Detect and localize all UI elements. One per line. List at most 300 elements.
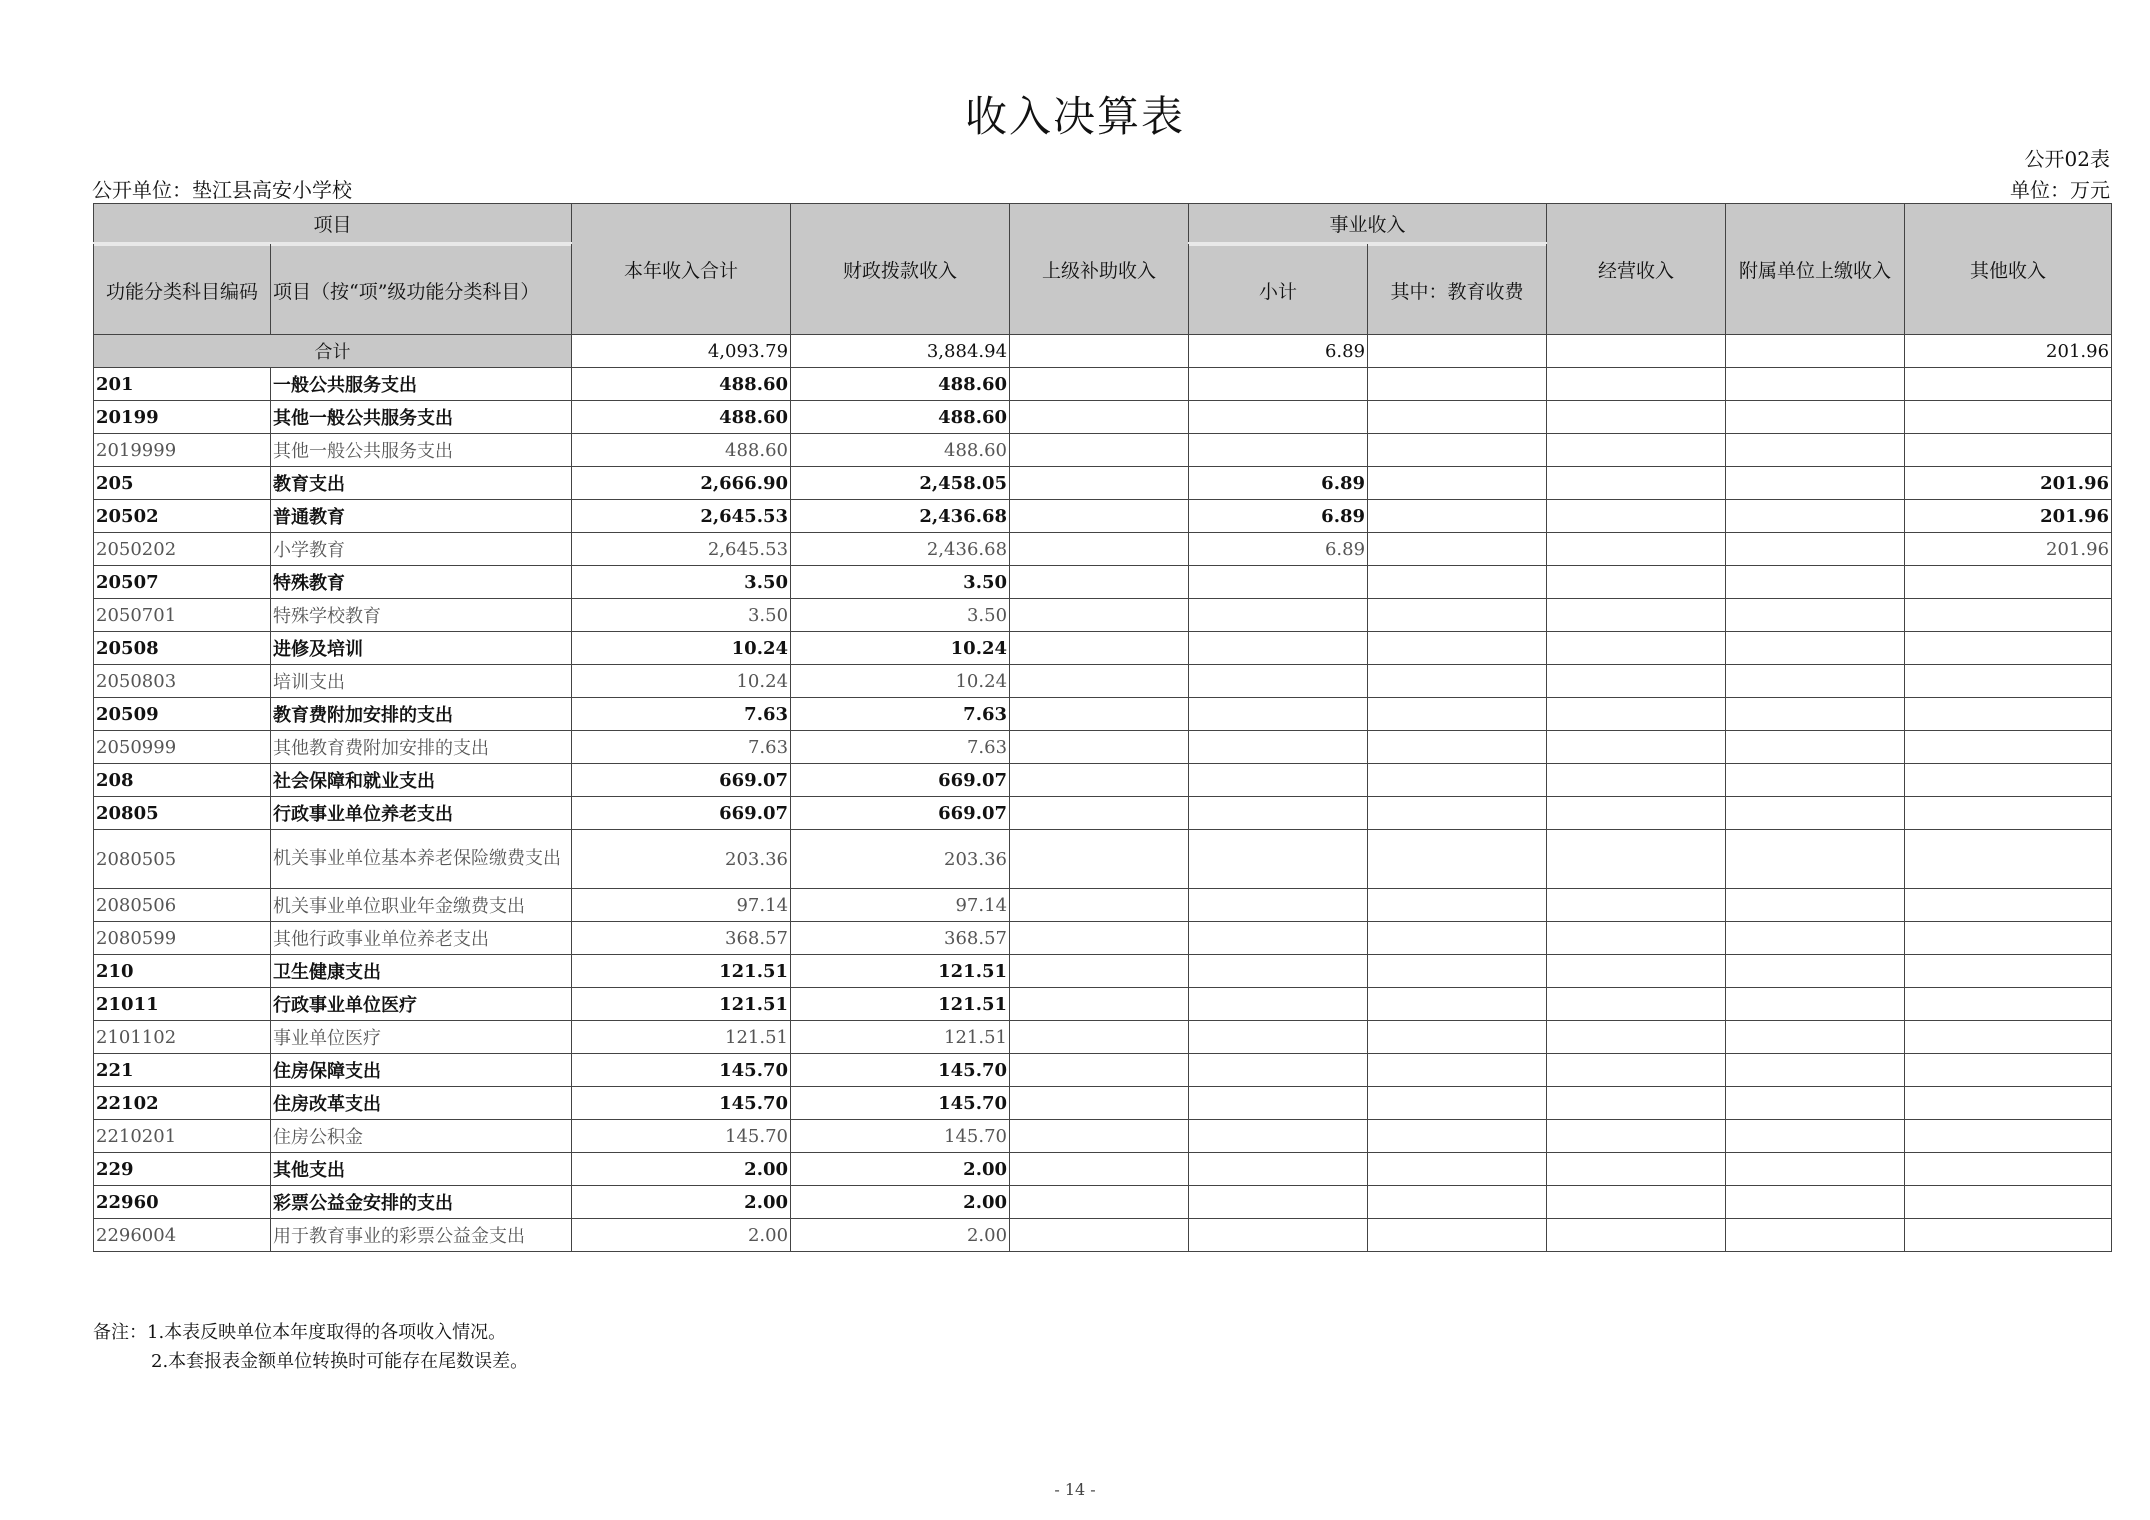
- cell-subtotal: [1189, 632, 1368, 665]
- table-row: [94, 665, 2112, 698]
- cell-other: 201.96: [1905, 500, 2112, 533]
- cell-edu-fee: [1368, 1153, 1547, 1186]
- cell-affiliated: [1726, 1153, 1905, 1186]
- cell-operating: [1547, 1021, 1726, 1054]
- cell-name: 特殊学校教育: [271, 599, 572, 632]
- cell-total: 7.63: [572, 698, 791, 731]
- cell-code: 20199: [94, 401, 271, 434]
- cell-name: 进修及培训: [271, 632, 572, 665]
- cell-operating: [1547, 599, 1726, 632]
- cell-total: 10.24: [572, 665, 791, 698]
- cell-superior: [1010, 830, 1189, 889]
- cell-operating: [1547, 797, 1726, 830]
- cell-affiliated: [1726, 566, 1905, 599]
- cell-affiliated: [1726, 632, 1905, 665]
- cell-affiliated: [1726, 500, 1905, 533]
- header-edu-fee: 其中：教育收费: [1368, 244, 1547, 335]
- cell-superior: [1010, 797, 1189, 830]
- cell-name: 行政事业单位医疗: [271, 988, 572, 1021]
- table-row: [94, 500, 2112, 533]
- cell-superior: [1010, 401, 1189, 434]
- cell-other: [1905, 566, 2112, 599]
- cell-edu-fee: [1368, 922, 1547, 955]
- cell-subtotal: [1189, 955, 1368, 988]
- cell-fiscal: 2,436.68: [791, 533, 1010, 566]
- cell-name: 卫生健康支出: [271, 955, 572, 988]
- cell-code: 201: [94, 368, 271, 401]
- cell-subtotal: [1189, 401, 1368, 434]
- cell-superior: [1010, 988, 1189, 1021]
- cell-subtotal: [1189, 1087, 1368, 1120]
- cell-fiscal: 488.60: [791, 434, 1010, 467]
- cell-fiscal: 488.60: [791, 401, 1010, 434]
- cell-operating: [1547, 698, 1726, 731]
- table-row: [94, 889, 2112, 922]
- cell-name: 其他支出: [271, 1153, 572, 1186]
- cell-fiscal: 145.70: [791, 1054, 1010, 1087]
- cell-operating: [1547, 401, 1726, 434]
- cell-subtotal: [1189, 922, 1368, 955]
- cell-subtotal: [1189, 1021, 1368, 1054]
- cell-affiliated: [1726, 1219, 1905, 1252]
- cell-code: 208: [94, 764, 271, 797]
- cell-affiliated: [1726, 698, 1905, 731]
- cell-edu-fee: [1368, 955, 1547, 988]
- cell-code: 22960: [94, 1186, 271, 1219]
- cell-total: 203.36: [572, 830, 791, 889]
- cell-subtotal: [1189, 1219, 1368, 1252]
- cell-total: 145.70: [572, 1120, 791, 1153]
- cell-operating: [1547, 434, 1726, 467]
- cell-operating: [1547, 889, 1726, 922]
- cell-superior: [1010, 500, 1189, 533]
- cell-name: 普通教育: [271, 500, 572, 533]
- cell-total: 97.14: [572, 889, 791, 922]
- cell-other: [1905, 889, 2112, 922]
- cell-affiliated: [1726, 368, 1905, 401]
- cell-fiscal: 488.60: [791, 368, 1010, 401]
- cell-other: [1905, 764, 2112, 797]
- cell-edu-fee: [1368, 500, 1547, 533]
- cell-code: 20805: [94, 797, 271, 830]
- cell-edu-fee: [1368, 1021, 1547, 1054]
- cell-other: [1905, 599, 2112, 632]
- cell-subtotal: 6.89: [1189, 533, 1368, 566]
- cell-code: 210: [94, 955, 271, 988]
- cell-operating: [1547, 632, 1726, 665]
- cell-other: [1905, 632, 2112, 665]
- cell-other: [1905, 1186, 2112, 1219]
- total-superior-cell: [1010, 335, 1189, 368]
- form-number: 公开02表: [2024, 147, 2110, 171]
- cell-total: 669.07: [572, 797, 791, 830]
- cell-superior: [1010, 566, 1189, 599]
- cell-fiscal: 3.50: [791, 566, 1010, 599]
- table-row: [94, 632, 2112, 665]
- cell-fiscal: 3.50: [791, 599, 1010, 632]
- reporting-unit: 公开单位：垫江县高安小学校: [92, 178, 352, 202]
- cell-code: 2080506: [94, 889, 271, 922]
- cell-other: [1905, 922, 2112, 955]
- cell-total: 121.51: [572, 988, 791, 1021]
- total-row: [94, 335, 2112, 368]
- header-operating: 经营收入: [1547, 204, 1726, 335]
- cell-total: 2.00: [572, 1186, 791, 1219]
- cell-code: 221: [94, 1054, 271, 1087]
- cell-edu-fee: [1368, 731, 1547, 764]
- cell-edu-fee: [1368, 988, 1547, 1021]
- cell-name: 机关事业单位基本养老保险缴费支出: [271, 830, 572, 889]
- cell-code: 2101102: [94, 1021, 271, 1054]
- cell-total: 3.50: [572, 599, 791, 632]
- cell-other: [1905, 988, 2112, 1021]
- cell-fiscal: 2.00: [791, 1219, 1010, 1252]
- table-row: [94, 401, 2112, 434]
- cell-operating: [1547, 467, 1726, 500]
- table-row: [94, 467, 2112, 500]
- cell-other: [1905, 1021, 2112, 1054]
- table-row: [94, 434, 2112, 467]
- table-row: [94, 731, 2112, 764]
- cell-fiscal: 2,436.68: [791, 500, 1010, 533]
- cell-edu-fee: [1368, 533, 1547, 566]
- cell-affiliated: [1726, 1120, 1905, 1153]
- cell-name: 教育费附加安排的支出: [271, 698, 572, 731]
- cell-name: 一般公共服务支出: [271, 368, 572, 401]
- cell-subtotal: 6.89: [1189, 500, 1368, 533]
- cell-affiliated: [1726, 764, 1905, 797]
- cell-superior: [1010, 1021, 1189, 1054]
- cell-name: 住房公积金: [271, 1120, 572, 1153]
- cell-other: [1905, 830, 2112, 889]
- cell-edu-fee: [1368, 1186, 1547, 1219]
- cell-other: [1905, 434, 2112, 467]
- cell-edu-fee: [1368, 665, 1547, 698]
- cell-total: 3.50: [572, 566, 791, 599]
- cell-superior: [1010, 1054, 1189, 1087]
- header-other: 其他收入: [1905, 204, 2112, 335]
- cell-subtotal: [1189, 988, 1368, 1021]
- cell-subtotal: [1189, 764, 1368, 797]
- cell-name: 其他一般公共服务支出: [271, 434, 572, 467]
- table-row: [94, 1054, 2112, 1087]
- cell-name: 社会保障和就业支出: [271, 764, 572, 797]
- cell-superior: [1010, 889, 1189, 922]
- cell-edu-fee: [1368, 401, 1547, 434]
- cell-superior: [1010, 632, 1189, 665]
- cell-other: [1905, 797, 2112, 830]
- income-table: [93, 203, 2112, 1252]
- cell-superior: [1010, 731, 1189, 764]
- cell-edu-fee: [1368, 467, 1547, 500]
- cell-fiscal: 7.63: [791, 731, 1010, 764]
- table-row: [94, 533, 2112, 566]
- cell-name: 其他教育费附加安排的支出: [271, 731, 572, 764]
- cell-superior: [1010, 665, 1189, 698]
- notes: [93, 1318, 528, 1376]
- cell-edu-fee: [1368, 566, 1547, 599]
- cell-superior: [1010, 1219, 1189, 1252]
- cell-other: [1905, 665, 2112, 698]
- cell-superior: [1010, 1087, 1189, 1120]
- cell-code: 2080599: [94, 922, 271, 955]
- cell-code: 2080505: [94, 830, 271, 889]
- cell-superior: [1010, 1120, 1189, 1153]
- cell-total: 2,666.90: [572, 467, 791, 500]
- cell-affiliated: [1726, 401, 1905, 434]
- cell-code: 2019999: [94, 434, 271, 467]
- cell-edu-fee: [1368, 434, 1547, 467]
- cell-subtotal: [1189, 665, 1368, 698]
- header-fiscal: 财政拨款收入: [791, 204, 1010, 335]
- cell-subtotal: [1189, 889, 1368, 922]
- cell-operating: [1547, 764, 1726, 797]
- cell-total: 121.51: [572, 1021, 791, 1054]
- cell-operating: [1547, 368, 1726, 401]
- cell-name: 特殊教育: [271, 566, 572, 599]
- note-2: 2.本套报表金额单位转换时可能存在尾数误差。: [151, 1351, 529, 1372]
- cell-other: [1905, 368, 2112, 401]
- cell-total: 368.57: [572, 922, 791, 955]
- cell-operating: [1547, 566, 1726, 599]
- cell-fiscal: 203.36: [791, 830, 1010, 889]
- cell-subtotal: [1189, 434, 1368, 467]
- cell-total: 2.00: [572, 1153, 791, 1186]
- cell-code: 20507: [94, 566, 271, 599]
- cell-subtotal: [1189, 1054, 1368, 1087]
- cell-subtotal: [1189, 797, 1368, 830]
- cell-other: [1905, 1087, 2112, 1120]
- cell-fiscal: 10.24: [791, 632, 1010, 665]
- cell-operating: [1547, 988, 1726, 1021]
- cell-superior: [1010, 698, 1189, 731]
- cell-code: 20508: [94, 632, 271, 665]
- cell-edu-fee: [1368, 1219, 1547, 1252]
- cell-superior: [1010, 434, 1189, 467]
- cell-edu-fee: [1368, 1120, 1547, 1153]
- cell-code: 2050999: [94, 731, 271, 764]
- cell-affiliated: [1726, 1087, 1905, 1120]
- table-row: [94, 698, 2112, 731]
- cell-code: 2296004: [94, 1219, 271, 1252]
- cell-affiliated: [1726, 533, 1905, 566]
- cell-total: 10.24: [572, 632, 791, 665]
- cell-name: 教育支出: [271, 467, 572, 500]
- cell-subtotal: 6.89: [1189, 467, 1368, 500]
- cell-operating: [1547, 955, 1726, 988]
- cell-name: 住房改革支出: [271, 1087, 572, 1120]
- cell-name: 住房保障支出: [271, 1054, 572, 1087]
- cell-fiscal: 145.70: [791, 1120, 1010, 1153]
- table-row: [94, 566, 2112, 599]
- cell-operating: [1547, 922, 1726, 955]
- cell-edu-fee: [1368, 368, 1547, 401]
- cell-total: 488.60: [572, 434, 791, 467]
- cell-operating: [1547, 500, 1726, 533]
- cell-edu-fee: [1368, 830, 1547, 889]
- cell-other: [1905, 698, 2112, 731]
- table-row: [94, 955, 2112, 988]
- table-row: [94, 368, 2112, 401]
- header-func-code: 功能分类科目编码: [94, 244, 271, 335]
- cell-edu-fee: [1368, 764, 1547, 797]
- cell-fiscal: 2,458.05: [791, 467, 1010, 500]
- cell-other: 201.96: [1905, 467, 2112, 500]
- cell-fiscal: 145.70: [791, 1087, 1010, 1120]
- cell-superior: [1010, 1186, 1189, 1219]
- total-label: 合计: [94, 335, 572, 368]
- cell-fiscal: 2.00: [791, 1153, 1010, 1186]
- cell-other: [1905, 1054, 2112, 1087]
- table-row: [94, 830, 2112, 889]
- cell-superior: [1010, 955, 1189, 988]
- cell-fiscal: 97.14: [791, 889, 1010, 922]
- cell-affiliated: [1726, 830, 1905, 889]
- cell-name: 用于教育事业的彩票公益金支出: [271, 1219, 572, 1252]
- cell-fiscal: 669.07: [791, 764, 1010, 797]
- cell-other: 201.96: [1905, 533, 2112, 566]
- cell-subtotal: [1189, 830, 1368, 889]
- cell-operating: [1547, 1087, 1726, 1120]
- cell-subtotal: [1189, 566, 1368, 599]
- cell-subtotal: [1189, 599, 1368, 632]
- cell-other: [1905, 955, 2112, 988]
- cell-code: 20509: [94, 698, 271, 731]
- currency-unit: 单位：万元: [2010, 178, 2110, 202]
- cell-affiliated: [1726, 922, 1905, 955]
- cell-other: [1905, 731, 2112, 764]
- cell-affiliated: [1726, 434, 1905, 467]
- table-body: [94, 368, 2112, 1252]
- cell-affiliated: [1726, 889, 1905, 922]
- cell-affiliated: [1726, 599, 1905, 632]
- cell-name: 小学教育: [271, 533, 572, 566]
- table-row: [94, 599, 2112, 632]
- cell-edu-fee: [1368, 698, 1547, 731]
- cell-total: 669.07: [572, 764, 791, 797]
- cell-name: 事业单位医疗: [271, 1021, 572, 1054]
- total-edu-fee-cell: [1368, 335, 1547, 368]
- cell-affiliated: [1726, 1186, 1905, 1219]
- cell-operating: [1547, 731, 1726, 764]
- header-business: 事业收入: [1189, 204, 1547, 245]
- cell-code: 2050701: [94, 599, 271, 632]
- total-other-cell: 201.96: [1905, 335, 2112, 368]
- cell-operating: [1547, 533, 1726, 566]
- cell-subtotal: [1189, 368, 1368, 401]
- cell-name: 其他行政事业单位养老支出: [271, 922, 572, 955]
- cell-affiliated: [1726, 1054, 1905, 1087]
- cell-name: 行政事业单位养老支出: [271, 797, 572, 830]
- cell-code: 22102: [94, 1087, 271, 1120]
- cell-operating: [1547, 1186, 1726, 1219]
- table-row: [94, 1021, 2112, 1054]
- cell-affiliated: [1726, 1021, 1905, 1054]
- cell-edu-fee: [1368, 599, 1547, 632]
- header-affiliated: 附属单位上缴收入: [1726, 204, 1905, 335]
- cell-subtotal: [1189, 731, 1368, 764]
- header-project-item: 项目（按“项”级功能分类科目）: [271, 244, 572, 335]
- cell-total: 2.00: [572, 1219, 791, 1252]
- cell-superior: [1010, 467, 1189, 500]
- table-row: [94, 797, 2112, 830]
- table-row: [94, 1120, 2112, 1153]
- cell-code: 21011: [94, 988, 271, 1021]
- header-project: 项目: [94, 204, 572, 245]
- cell-edu-fee: [1368, 1054, 1547, 1087]
- cell-operating: [1547, 830, 1726, 889]
- cell-edu-fee: [1368, 1087, 1547, 1120]
- cell-operating: [1547, 1120, 1726, 1153]
- cell-fiscal: 10.24: [791, 665, 1010, 698]
- page-title: 收入决算表: [964, 92, 1185, 141]
- cell-subtotal: [1189, 1153, 1368, 1186]
- note-1: 备注：1.本表反映单位本年度取得的各项收入情况。: [93, 1322, 507, 1343]
- cell-other: [1905, 401, 2112, 434]
- cell-fiscal: 121.51: [791, 955, 1010, 988]
- cell-affiliated: [1726, 797, 1905, 830]
- cell-superior: [1010, 1153, 1189, 1186]
- cell-name: 培训支出: [271, 665, 572, 698]
- cell-total: 488.60: [572, 401, 791, 434]
- cell-subtotal: [1189, 698, 1368, 731]
- cell-total: 145.70: [572, 1054, 791, 1087]
- table-row: [94, 1219, 2112, 1252]
- cell-affiliated: [1726, 665, 1905, 698]
- total-income-cell: 4,093.79: [572, 335, 791, 368]
- cell-superior: [1010, 922, 1189, 955]
- cell-other: [1905, 1120, 2112, 1153]
- cell-code: 205: [94, 467, 271, 500]
- total-subtotal-cell: 6.89: [1189, 335, 1368, 368]
- cell-superior: [1010, 368, 1189, 401]
- total-operating-cell: [1547, 335, 1726, 368]
- table-row: [94, 1087, 2112, 1120]
- cell-edu-fee: [1368, 889, 1547, 922]
- cell-subtotal: [1189, 1120, 1368, 1153]
- cell-subtotal: [1189, 1186, 1368, 1219]
- cell-code: 229: [94, 1153, 271, 1186]
- cell-code: 2050803: [94, 665, 271, 698]
- table-row: [94, 922, 2112, 955]
- cell-edu-fee: [1368, 632, 1547, 665]
- cell-name: 机关事业单位职业年金缴费支出: [271, 889, 572, 922]
- cell-fiscal: 121.51: [791, 988, 1010, 1021]
- table-row: [94, 988, 2112, 1021]
- table-row: [94, 1153, 2112, 1186]
- cell-fiscal: 669.07: [791, 797, 1010, 830]
- cell-total: 2,645.53: [572, 500, 791, 533]
- cell-affiliated: [1726, 988, 1905, 1021]
- cell-name: 彩票公益金安排的支出: [271, 1186, 572, 1219]
- cell-fiscal: 121.51: [791, 1021, 1010, 1054]
- cell-code: 2050202: [94, 533, 271, 566]
- cell-affiliated: [1726, 955, 1905, 988]
- total-fiscal-cell: 3,884.94: [791, 335, 1010, 368]
- cell-total: 2,645.53: [572, 533, 791, 566]
- page-number: - 14 -: [1054, 1480, 1096, 1499]
- cell-superior: [1010, 764, 1189, 797]
- cell-total: 488.60: [572, 368, 791, 401]
- cell-edu-fee: [1368, 797, 1547, 830]
- cell-total: 145.70: [572, 1087, 791, 1120]
- cell-operating: [1547, 1219, 1726, 1252]
- cell-total: 121.51: [572, 955, 791, 988]
- cell-operating: [1547, 1054, 1726, 1087]
- cell-fiscal: 2.00: [791, 1186, 1010, 1219]
- cell-name: 其他一般公共服务支出: [271, 401, 572, 434]
- total-affiliated-cell: [1726, 335, 1905, 368]
